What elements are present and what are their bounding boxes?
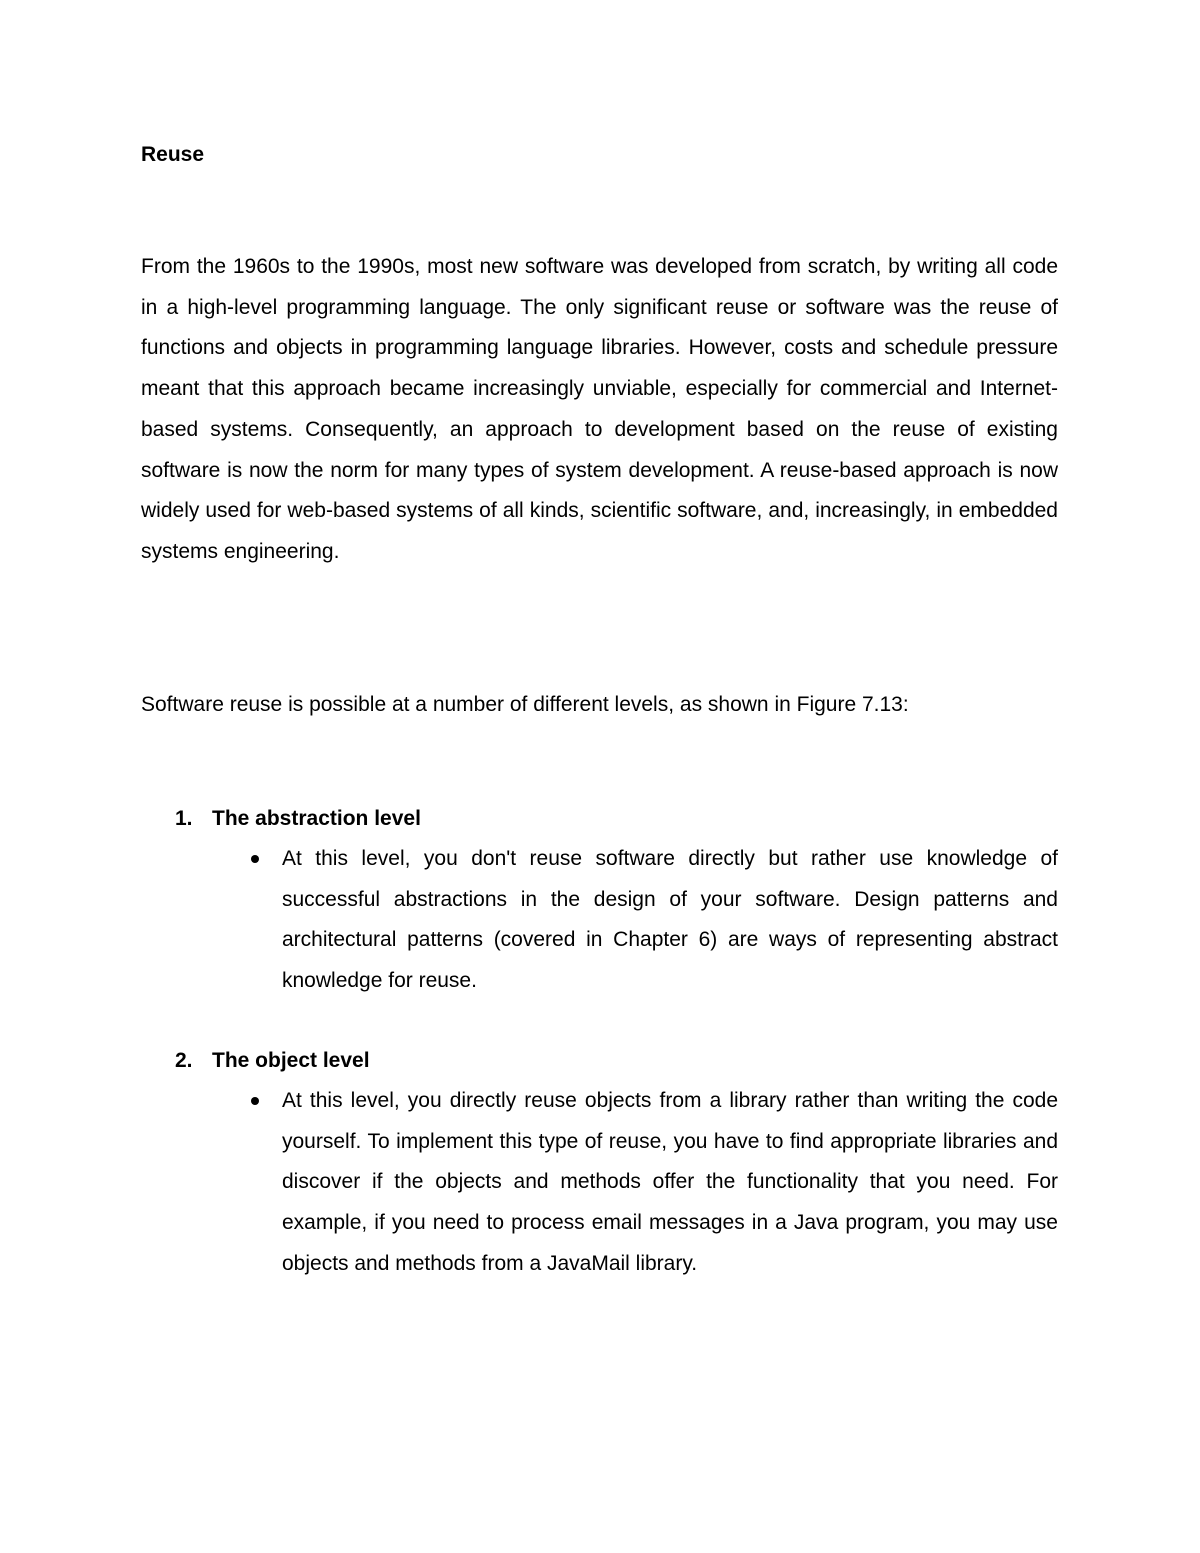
page-title: Reuse bbox=[141, 143, 205, 166]
section-object-level bbox=[141, 1040, 1058, 1285]
list-item bbox=[141, 1081, 1058, 1285]
bullet-icon bbox=[251, 855, 259, 863]
list-item bbox=[141, 839, 1058, 1002]
levels-intro-paragraph: Software reuse is possible at a number of different levels, as shown in Figure 7.13: bbox=[141, 693, 909, 716]
section-heading bbox=[141, 1040, 1058, 1081]
section-heading bbox=[141, 798, 1058, 839]
section-title: The object level bbox=[212, 1049, 370, 1072]
bullet-text: At this level, you directly reuse objects from a library rather than writing the code yourself. To implement this type of reuse, you have to find appropriate libraries and discover if the objects and methods offer the functionality that you need. For example, if you need to process email messages in a Java program, you may use objects and methods from a JavaMail library. bbox=[282, 1089, 1058, 1275]
section-number: 1. bbox=[175, 807, 193, 830]
bullet-icon bbox=[251, 1097, 259, 1105]
section-abstraction-level bbox=[141, 798, 1058, 1002]
bullet-text: At this level, you don't reuse software directly but rather use knowledge of successful abstractions in the design of your software. Design patterns and architectural patterns (covered in Chapter 6) are ways of representing abstract knowledge for reuse. bbox=[282, 847, 1058, 993]
intro-paragraph: From the 1960s to the 1990s, most new software was developed from scratch, by writing all code in a high-level programming language. The only significant reuse or software was the reuse of functions and objects in programming language libraries. However, costs and schedule pressure meant that this approach became increasingly unviable, especially for commercial and Internet-based systems. Consequently, an approach to development based on the reuse of existing software is now the norm for many types of system development. A reuse-based approach is now widely used for web-based systems of all kinds, scientific software, and, increasingly, in embedded systems engineering. bbox=[141, 255, 1058, 563]
section-number: 2. bbox=[175, 1049, 193, 1072]
section-title: The abstraction level bbox=[212, 807, 421, 830]
